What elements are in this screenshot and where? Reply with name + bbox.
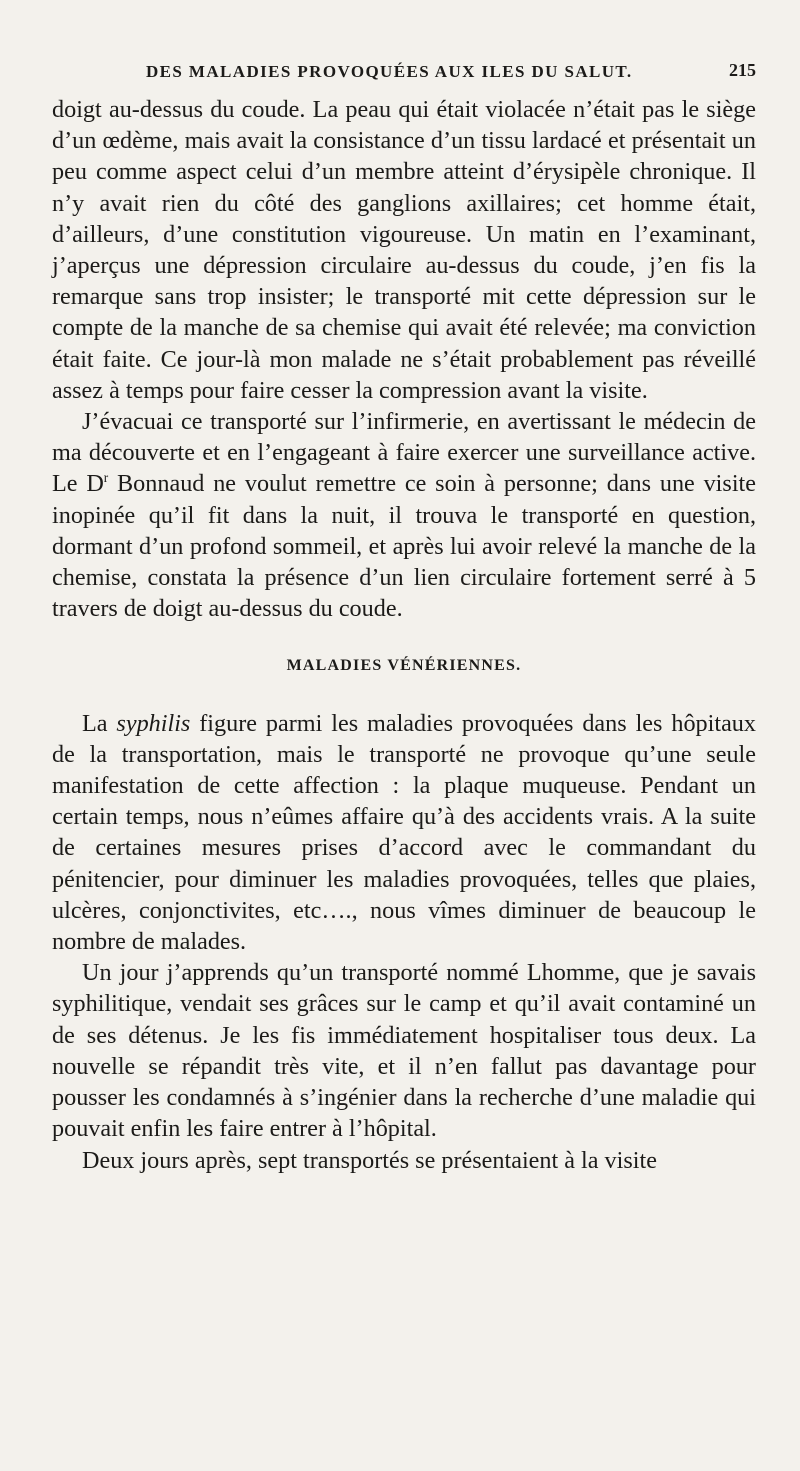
running-head bbox=[52, 58, 756, 94]
paragraph-two-days: Deux jours après, sept transportés se présentaient à la visite bbox=[82, 1146, 657, 1174]
syphilis-term: syphilis bbox=[116, 709, 191, 737]
doctor-abbrev-superscript: r bbox=[103, 470, 109, 486]
paragraph-syphilis bbox=[52, 708, 756, 958]
paragraph-evacuation-part1: J’évacuai ce transporté sur l’infirmerie, en avertissant le médecin de ma découverte et en l’engageant à faire exercer une surveillance active. Le D bbox=[52, 408, 756, 498]
section-heading: MALADIES VÉNÉRIENNES. bbox=[286, 657, 522, 675]
paragraph-syphilis-start: La bbox=[82, 709, 117, 737]
paragraph-evacuation bbox=[52, 406, 756, 624]
running-title: DES MALADIES PROVOQUÉES AUX ILES DU SALUT. bbox=[146, 62, 633, 81]
paragraph-evacuation-part2: Bonnaud ne voulut remettre ce soin à personne; dans une visite inopinée qu’il fit dans la nuit, il trouva le transporté en question, dormant d’un profond sommeil, et après lui avoir relevé la manche de la chemise, constata la présence d’un lien circulaire fortement serré à 5 travers de doigt au-dessus du coude. bbox=[52, 470, 756, 623]
page-number: 215 bbox=[729, 60, 756, 80]
paragraph-lhomme: Un jour j’apprends qu’un transporté nommé Lhomme, que je savais syphilitique, vendait ses grâces sur le camp et qu’il avait contaminé un de ses détenus. Je les fis immédiatement hospitaliser tous deux. La nouvelle se répandit très vite, et il n’en fallut pas davantage pour pousser les condamnés à s’ingénier dans la recherche d’une maladie qui pouvait enfin les faire entrer à l’hôpital. bbox=[52, 959, 756, 1143]
body-text bbox=[52, 94, 756, 1176]
paragraph-syphilis-rest: figure parmi les maladies provoquées dans les hôpitaux de la transportation, mais le transporté ne provoque qu’une seule manifestation de cette affection : la plaque muqueuse. Pendant un certain temps, nous n’eûmes affaire qu’à des accidents vrais. A la suite de certaines mesures prises d’accord avec le commandant du pénitencier, pour diminuer les maladies provoquées, telles que plaies, ulcères, conjonctivites, etc…., nous vîmes diminuer de beaucoup le nombre de malades. bbox=[52, 709, 756, 956]
paragraph-continuation: doigt au-dessus du coude. La peau qui était violacée n’était pas le siège d’un œdème, mais avait la consistance d’un tissu lardacé et présentait un peu comme aspect celui d’un membre atteint d’érysipèle chronique. Il n’y avait rien du côté des ganglions axillaires; cet homme était, d’ailleurs, d’une constitution vigoureuse. Un matin en l’examinant, j’aperçus une dépression circulaire au-dessus du coude, j’en fis la remarque sans trop insister; le transporté mit cette dépression sur le compte de la manche de sa chemise qui avait été relevée; ma conviction était faite. Ce jour-là mon malade ne s’était probablement pas réveillé assez à temps pour faire cesser la compression avant la visite. bbox=[52, 96, 756, 404]
